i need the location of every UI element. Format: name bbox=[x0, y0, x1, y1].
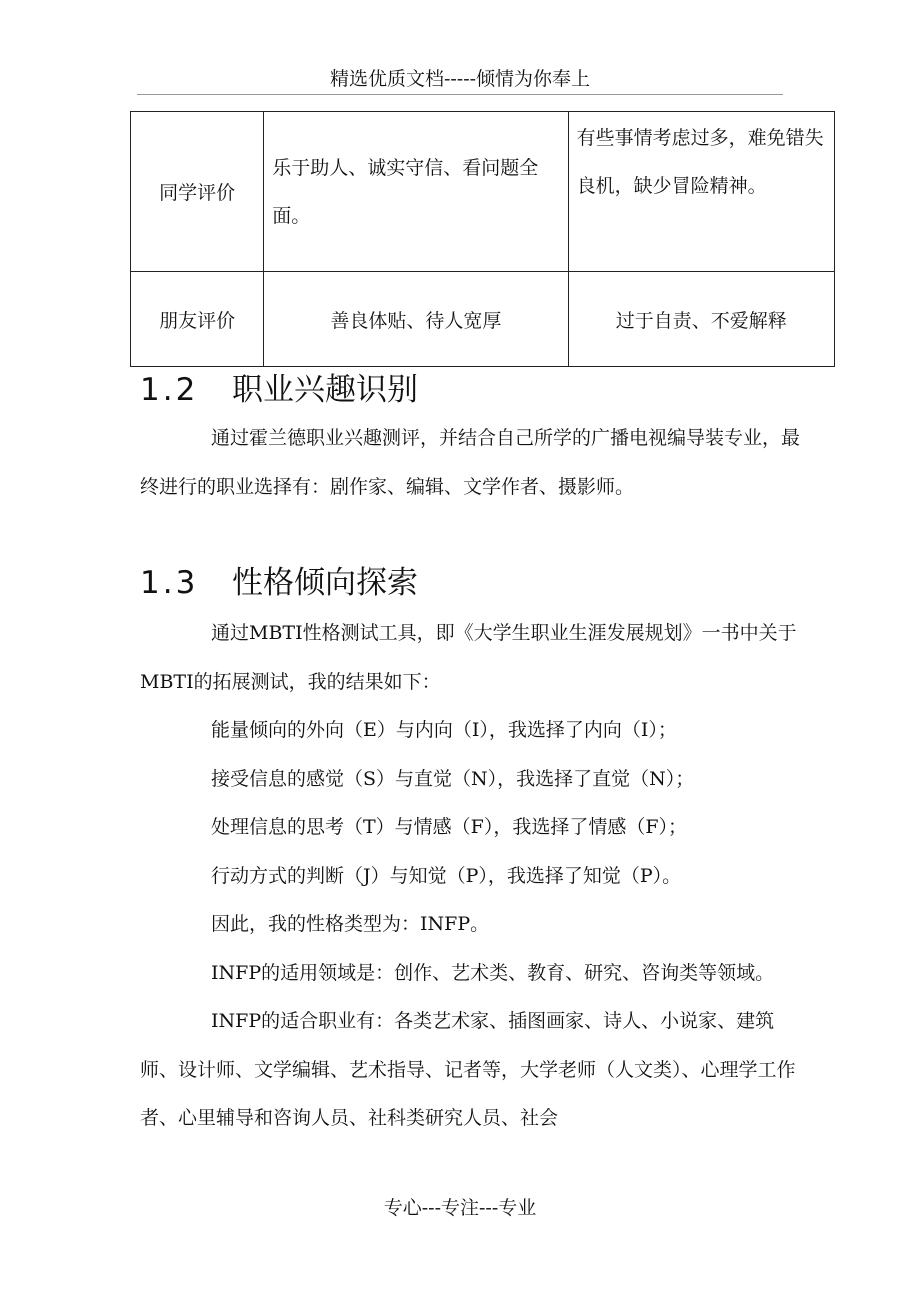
paragraph: 行动方式的判断（J）与知觉（P），我选择了知觉（P）。 bbox=[211, 864, 682, 887]
paragraph: 通过MBTI性格测试工具，即《大学生职业生涯发展规划》一书中关于MBTI的拓展测试，我的结果如下： bbox=[140, 622, 797, 693]
paragraph: 通过霍兰德职业兴趣测评，并结合自己所学的广播电视编导装专业，最终进行的职业选择有：剧作家、编辑、文学作者、摄影师。 bbox=[140, 427, 801, 498]
section-number: 1.3 bbox=[140, 565, 199, 601]
strengths-cell: 乐于助人、诚实守信、看问题全面。 bbox=[264, 112, 568, 272]
paragraph: INFP的适用领域是：创作、艺术类、教育、研究、咨询类等领域。 bbox=[211, 961, 775, 984]
section-title: 性格倾向探索 bbox=[232, 565, 418, 601]
row-label: 朋友评价 bbox=[131, 272, 264, 367]
table-row bbox=[131, 272, 835, 367]
section-1-2-body bbox=[140, 414, 800, 511]
section-number: 1.2 bbox=[140, 372, 199, 408]
section-1-3-body bbox=[140, 609, 800, 1143]
evaluation-table bbox=[130, 111, 835, 367]
page-footer: 专心---专注---专业 bbox=[383, 1197, 537, 1219]
weaknesses-cell: 有些事情考虑过多，难免错失良机，缺少冒险精神。 bbox=[568, 112, 834, 272]
paragraph: 能量倾向的外向（E）与内向（I），我选择了内向（I）； bbox=[211, 719, 677, 741]
section-heading-1-3 bbox=[140, 563, 418, 603]
page-header: 精选优质文档-----倾情为你奉上 bbox=[137, 64, 783, 95]
paragraph: 处理信息的思考（T）与情感（F），我选择了情感（F）； bbox=[211, 816, 688, 838]
paragraph: 接受信息的感觉（S）与直觉（N），我选择了直觉（N）； bbox=[211, 767, 695, 790]
row-label: 同学评价 bbox=[131, 112, 264, 272]
strengths-cell: 善良体贴、待人宽厚 bbox=[264, 272, 568, 367]
section-heading-1-2 bbox=[140, 370, 418, 410]
paragraph: 因此，我的性格类型为：INFP。 bbox=[211, 913, 490, 935]
section-title: 职业兴趣识别 bbox=[232, 372, 418, 408]
weaknesses-cell: 过于自责、不爱解释 bbox=[568, 272, 834, 367]
table-row bbox=[131, 112, 835, 272]
paragraph: INFP的适合职业有：各类艺术家、插图画家、诗人、小说家、建筑师、设计师、文学编辑、艺术指导、记者等，大学老师（人文类）、心理学工作者、心里辅导和咨询人员、社科类研究人员、社会 bbox=[140, 1010, 796, 1129]
